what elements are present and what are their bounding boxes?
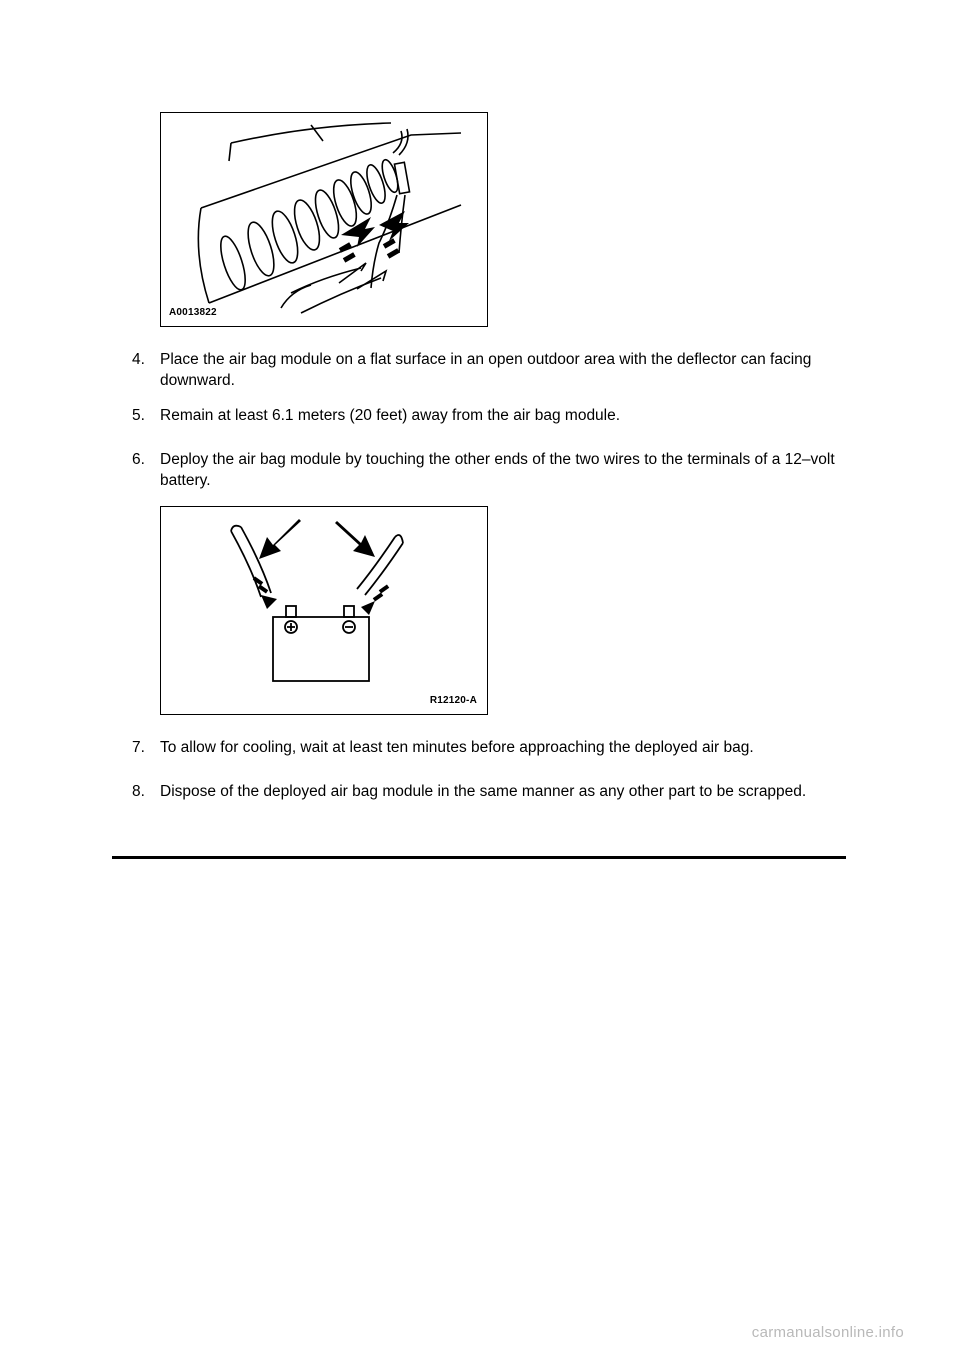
figure-airbag-connector	[160, 112, 488, 327]
step-number: 7.	[132, 739, 145, 756]
step-text: Deploy the air bag module by touching the other ends of the two wires to the terminals of a 12–volt battery.	[160, 451, 835, 489]
section-divider	[112, 856, 846, 859]
watermark: carmanualsonline.info	[751, 1324, 904, 1341]
step-number: 5.	[132, 407, 145, 424]
step-4	[132, 349, 852, 391]
step-number: 6.	[132, 451, 145, 468]
step-number: 4.	[132, 351, 145, 368]
airbag-connector-illustration	[161, 113, 488, 327]
figure-label: R12120-A	[429, 695, 477, 706]
step-number: 8.	[132, 783, 145, 800]
figure-battery-deploy	[160, 506, 488, 715]
figure-label: A0013822	[169, 307, 217, 318]
step-7	[132, 737, 852, 758]
step-text: To allow for cooling, wait at least ten minutes before approaching the deployed air bag.	[160, 739, 754, 756]
step-8	[132, 781, 852, 802]
step-text: Remain at least 6.1 meters (20 feet) away from the air bag module.	[160, 407, 621, 424]
battery-illustration	[161, 507, 488, 715]
step-text: Dispose of the deployed air bag module in the same manner as any other part to be scrapped.	[160, 783, 807, 800]
step-5	[132, 405, 852, 426]
step-6	[132, 449, 852, 491]
step-text: Place the air bag module on a flat surface in an open outdoor area with the deflector can facing downward.	[160, 351, 812, 389]
